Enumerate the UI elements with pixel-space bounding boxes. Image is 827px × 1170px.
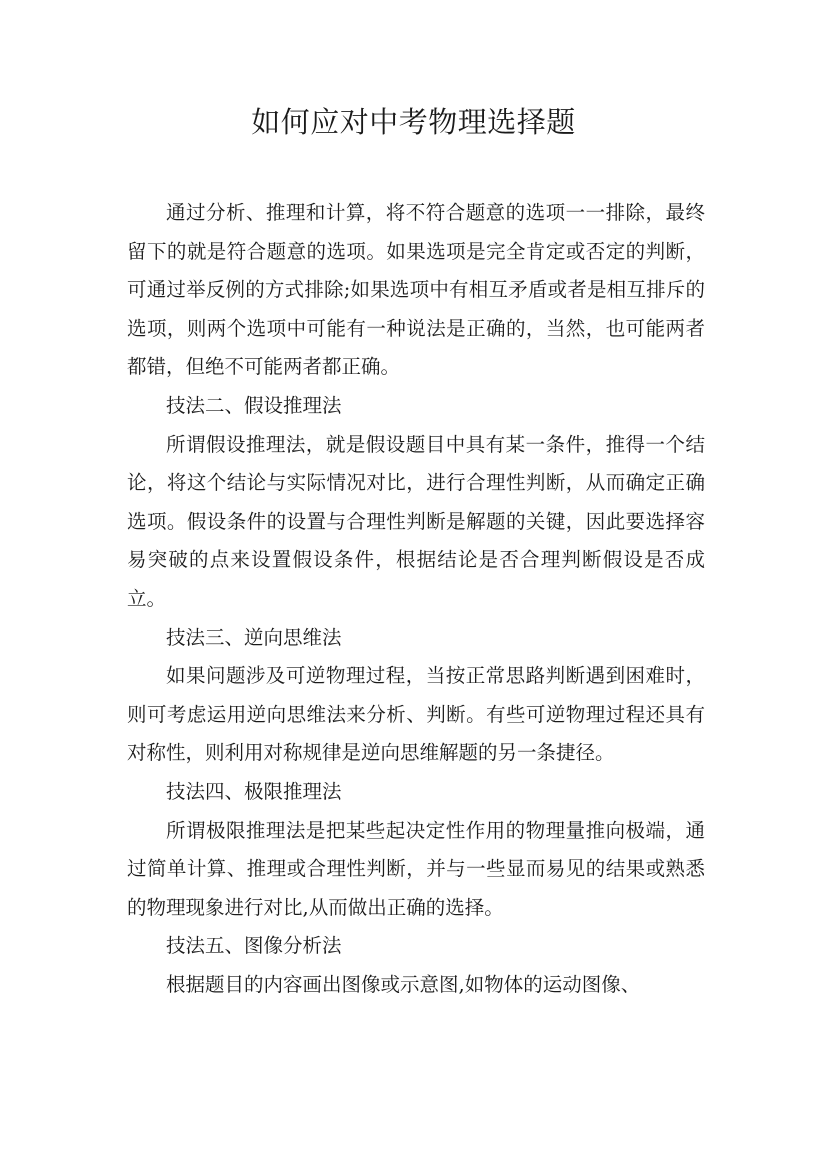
heading-technique-3: 技法三、逆向思维法 bbox=[166, 625, 342, 649]
heading-technique-4: 技法四、极限推理法 bbox=[166, 779, 342, 803]
paragraph-reverse-thinking: 如果问题涉及可逆物理过程，当按正常思路判断遇到困难时，则可考虑运用逆向思维法来分析、判断。有些可逆物理过程还具有对称性，则利用对称规律是逆向思维解题的另一条捷径。 bbox=[127, 664, 705, 765]
heading-technique-5: 技法五、图像分析法 bbox=[166, 934, 342, 958]
document-body bbox=[127, 194, 705, 1004]
paragraph-hypothesis: 所谓假设推理法，就是假设题目中具有某一条件，推得一个结论，将这个结论与实际情况对比，进行合理性判断，从而确定正确选项。假设条件的设置与合理性判断是解题的关键，因此要选择容易突破的点来设置假设条件，根据结论是否合理判断假设是否成立。 bbox=[127, 432, 705, 610]
page-title: 如何应对中考物理选择题 bbox=[251, 105, 576, 139]
paragraph-graph-analysis: 根据题目的内容画出图像或示意图,如物体的运动图像、 bbox=[166, 972, 641, 996]
heading-technique-2: 技法二、假设推理法 bbox=[166, 393, 342, 417]
paragraph-limit-reasoning: 所谓极限推理法是把某些起决定性作用的物理量推向极端，通过简单计算、推理或合理性判断，并与一些显而易见的结果或熟悉的物理现象进行对比,从而做出正确的选择。 bbox=[127, 818, 705, 919]
paragraph-elimination: 通过分析、推理和计算，将不符合题意的选项一一排除，最终留下的就是符合题意的选项。如果选项是完全肯定或否定的判断，可通过举反例的方式排除;如果选项中有相互矛盾或者是相互排斥的选项，则两个选项中可能有一种说法是正确的，当然，也可能两者都错，但绝不可能两者都正确。 bbox=[127, 201, 705, 379]
